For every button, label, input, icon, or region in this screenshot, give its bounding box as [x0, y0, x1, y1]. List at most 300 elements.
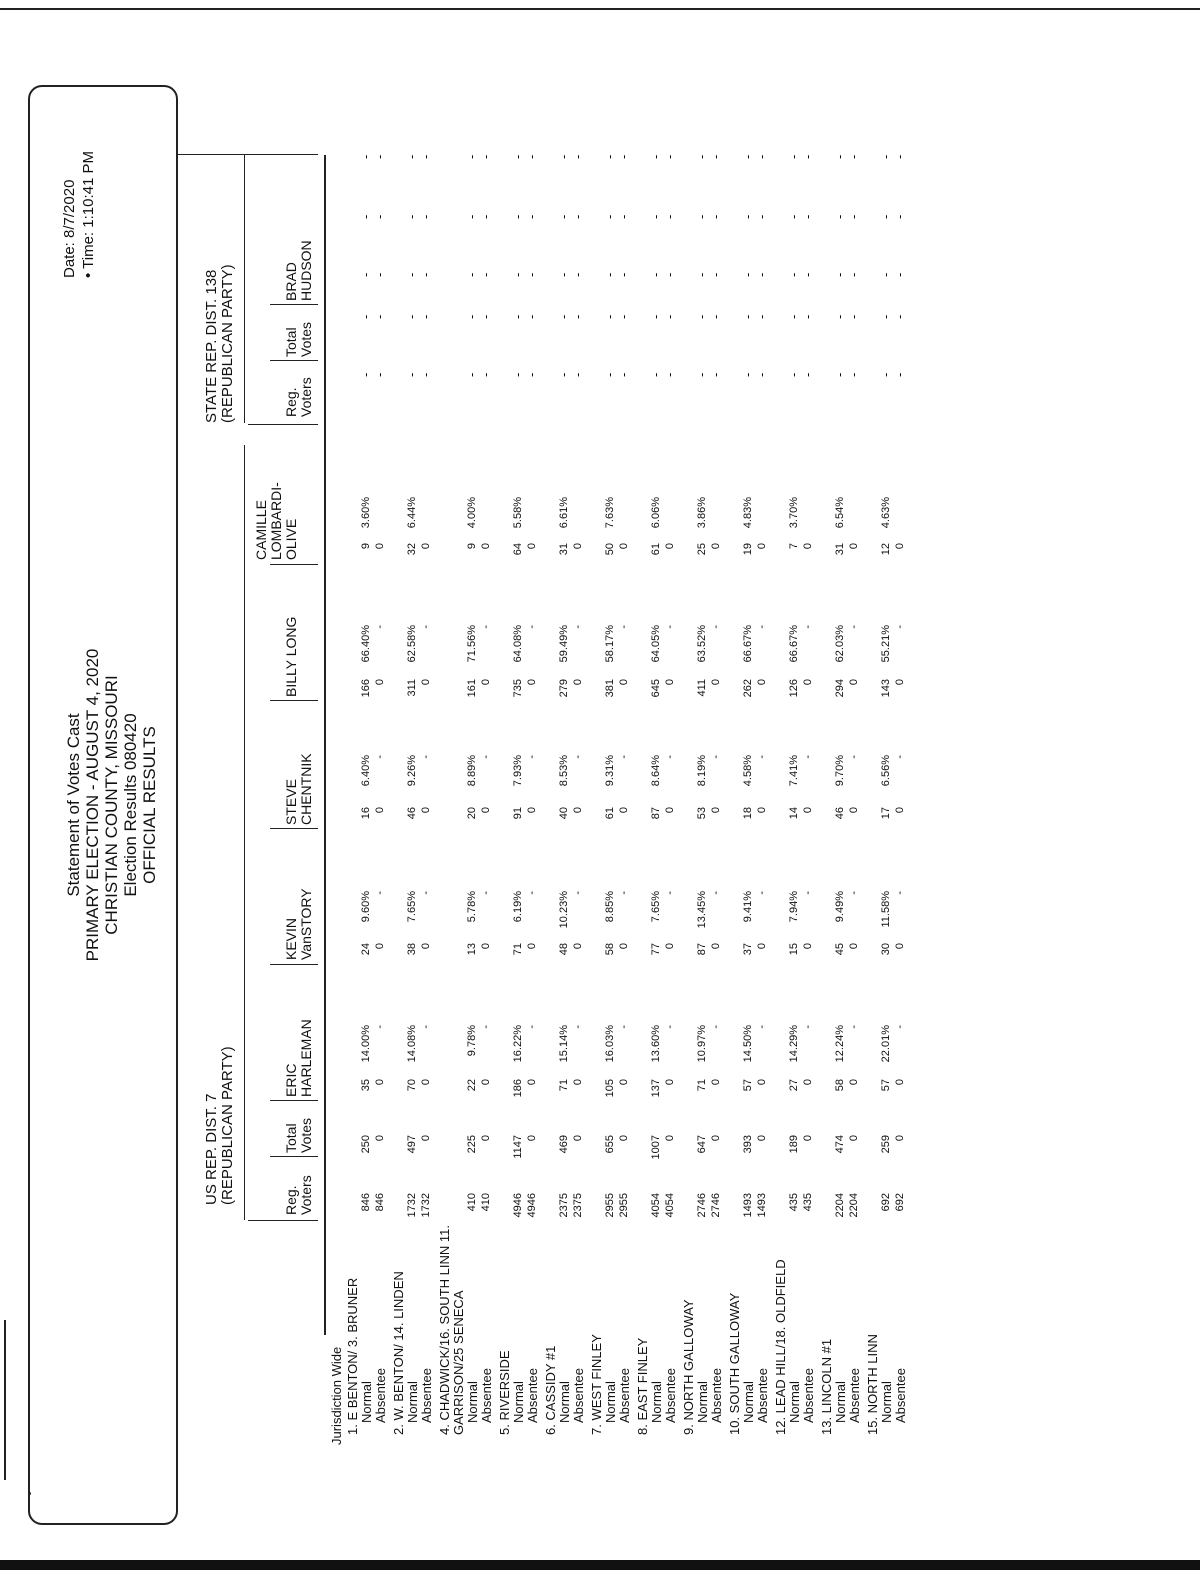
state-rep-placeholder: - — [358, 214, 373, 219]
cell-long-absentee: 0 — [526, 679, 538, 686]
cell-total-absentee: 0 — [618, 1135, 630, 1142]
cell-harleman-absentee: 0 — [374, 1079, 386, 1086]
cell-harleman-pct-absentee: - — [664, 1025, 676, 1029]
race2-title — [204, 264, 236, 423]
state-rep-placeholder: - — [404, 154, 419, 159]
state-rep-placeholder: - — [648, 272, 663, 277]
precinct-name: 13. LINCOLN #1 — [819, 1338, 834, 1435]
race2-title-line2: (REPUBLICAN PARTY) — [219, 264, 236, 423]
state-rep-placeholder: - — [786, 214, 801, 219]
state-rep-placeholder: - — [616, 314, 631, 319]
state-rep-placeholder: - — [740, 154, 755, 159]
cell-long-normal: 126 — [788, 679, 800, 698]
cell-long-normal: 279 — [558, 679, 570, 698]
date-time-block — [60, 151, 98, 278]
race2-col-header-line1: Total — [283, 327, 299, 357]
cell-total-normal: 259 — [880, 1135, 892, 1154]
cell-vanstory-pct-absentee: - — [572, 891, 584, 895]
cell-chentnik-pct: 6.56% — [880, 755, 892, 787]
cell-total-normal: 393 — [742, 1135, 754, 1154]
cell-chentnik-absentee: 0 — [848, 807, 860, 814]
cell-harleman-absentee: 0 — [480, 1079, 492, 1086]
cell-chentnik-normal: 14 — [788, 807, 800, 820]
race1-col-header-line1: BILLY LONG — [283, 616, 299, 697]
cell-reg-normal: 2746 — [696, 1193, 708, 1218]
cell-long-absentee: 0 — [572, 679, 584, 686]
state-rep-placeholder: - — [464, 272, 479, 277]
cell-long-pct-absentee: - — [572, 625, 584, 629]
cell-reg-normal: 1493 — [742, 1193, 754, 1218]
cell-vanstory-normal: 87 — [696, 943, 708, 956]
state-rep-placeholder: - — [358, 154, 373, 159]
cell-olive-normal: 31 — [834, 543, 846, 556]
cell-chentnik-absentee: 0 — [420, 807, 432, 814]
state-rep-placeholder: - — [648, 154, 663, 159]
scan-edge-line — [0, 8, 1200, 10]
cell-harleman-absentee: 0 — [572, 1079, 584, 1086]
precinct-name: 5. RIVERSIDE — [497, 1350, 512, 1435]
col-separator — [178, 154, 318, 155]
cell-olive-normal: 25 — [696, 543, 708, 556]
state-rep-placeholder: - — [694, 372, 709, 377]
race1-col-header-line2: VanSTORY — [298, 888, 314, 960]
cell-reg-normal: 846 — [360, 1193, 372, 1212]
state-rep-placeholder: - — [570, 214, 585, 219]
precinct-name: 7. WEST FINLEY — [589, 1334, 604, 1435]
state-rep-placeholder: - — [786, 372, 801, 377]
state-rep-placeholder: - — [832, 314, 847, 319]
state-rep-placeholder: - — [510, 314, 525, 319]
cell-long-normal: 311 — [406, 679, 418, 697]
col-separator — [270, 304, 318, 305]
cell-harleman-pct-absentee: - — [480, 1025, 492, 1029]
cell-total-normal: 189 — [788, 1135, 800, 1154]
cell-harleman-absentee: 0 — [756, 1079, 768, 1086]
state-rep-placeholder: - — [754, 272, 769, 277]
row-label-normal: Normal — [405, 1381, 420, 1423]
cell-harleman-pct: 15.14% — [558, 1025, 570, 1063]
row-label-absentee: Absentee — [373, 1368, 388, 1423]
cell-reg-normal: 4946 — [512, 1193, 524, 1218]
results-status: OFFICIAL RESULTS — [140, 726, 159, 884]
cell-long-normal: 294 — [834, 679, 846, 698]
cell-long-normal: 161 — [466, 679, 478, 698]
cell-olive-pct: 6.44% — [406, 497, 418, 529]
cell-reg-absentee: 2375 — [572, 1193, 584, 1218]
cell-reg-normal: 435 — [788, 1193, 800, 1212]
cell-vanstory-pct-absentee: - — [802, 891, 814, 895]
cell-harleman-pct-absentee: - — [802, 1025, 814, 1029]
state-rep-placeholder: - — [524, 214, 539, 219]
cell-harleman-absentee: 0 — [802, 1079, 814, 1086]
cell-total-absentee: 0 — [526, 1135, 538, 1142]
state-rep-placeholder: - — [878, 214, 893, 219]
cell-long-absentee: 0 — [480, 679, 492, 686]
cell-vanstory-pct: 7.94% — [788, 891, 800, 923]
cell-harleman-normal: 71 — [696, 1079, 708, 1092]
state-rep-placeholder: - — [418, 314, 433, 319]
cell-harleman-pct: 16.03% — [604, 1025, 616, 1063]
cell-total-normal: 225 — [466, 1135, 478, 1154]
state-rep-placeholder: - — [524, 272, 539, 277]
state-rep-placeholder: - — [694, 214, 709, 219]
cell-vanstory-normal: 71 — [512, 943, 524, 956]
cell-olive-normal: 31 — [558, 543, 570, 556]
state-rep-placeholder: - — [754, 314, 769, 319]
cell-vanstory-absentee: 0 — [848, 943, 860, 950]
row-label-absentee: Absentee — [893, 1368, 908, 1423]
state-rep-placeholder: - — [740, 214, 755, 219]
cell-chentnik-pct-absentee: - — [664, 755, 676, 759]
cell-chentnik-absentee: 0 — [802, 807, 814, 814]
cell-chentnik-pct-absentee: - — [420, 755, 432, 759]
race1-col-header-line1: CAMILLE — [253, 500, 269, 560]
cell-vanstory-pct-absentee: - — [374, 891, 386, 895]
state-rep-placeholder: - — [892, 154, 907, 159]
state-rep-placeholder: - — [510, 372, 525, 377]
state-rep-placeholder: - — [418, 214, 433, 219]
jurisdiction-wide-label: Jurisdiction Wide — [329, 1346, 344, 1445]
cell-olive-normal: 9 — [360, 543, 372, 550]
cell-harleman-normal: 58 — [834, 1079, 846, 1092]
cell-olive-pct: 6.54% — [834, 497, 846, 529]
cell-vanstory-pct: 8.85% — [604, 891, 616, 923]
cell-chentnik-pct-absentee: - — [374, 755, 386, 759]
cell-chentnik-pct: 8.19% — [696, 755, 708, 787]
row-label-normal: Normal — [741, 1381, 756, 1423]
row-label-normal: Normal — [787, 1381, 802, 1423]
cell-long-normal: 735 — [512, 679, 524, 698]
cell-chentnik-normal: 16 — [360, 807, 372, 820]
race2-col-header-line1: Reg. — [283, 387, 299, 417]
col-separator — [270, 1156, 318, 1157]
cell-olive-normal: 7 — [788, 543, 800, 550]
state-rep-placeholder: - — [524, 154, 539, 159]
state-rep-placeholder: - — [800, 154, 815, 159]
race1-col-header — [284, 1118, 314, 1153]
cell-chentnik-normal: 91 — [512, 807, 524, 820]
state-rep-placeholder: - — [662, 154, 677, 159]
state-rep-placeholder: - — [892, 272, 907, 277]
row-label-absentee: Absentee — [663, 1368, 678, 1423]
row-label-normal: Normal — [557, 1381, 572, 1423]
state-rep-placeholder: - — [648, 372, 663, 377]
cell-long-absentee: 0 — [420, 679, 432, 686]
cell-olive-absentee: 0 — [374, 543, 386, 550]
cell-harleman-pct-absentee: - — [618, 1025, 630, 1029]
cell-olive-normal: 61 — [650, 543, 662, 556]
results-id: Election Results 080420 — [121, 713, 140, 897]
cell-vanstory-normal: 45 — [834, 943, 846, 956]
precinct-name: 10. SOUTH GALLOWAY — [727, 1292, 742, 1435]
state-rep-placeholder: - — [892, 214, 907, 219]
cell-long-pct-absentee: - — [618, 625, 630, 629]
cell-harleman-absentee: 0 — [894, 1079, 906, 1086]
cell-chentnik-normal: 18 — [742, 807, 754, 820]
state-rep-placeholder: - — [786, 154, 801, 159]
race1-col-header-line2: CHENTNIK — [298, 753, 314, 825]
cell-total-normal: 250 — [360, 1135, 372, 1154]
race2-col-header-line2: Voters — [298, 377, 314, 417]
cell-vanstory-pct: 9.60% — [360, 891, 372, 923]
precinct-name: 15. NORTH LINN — [865, 1334, 880, 1435]
state-rep-placeholder: - — [892, 314, 907, 319]
cell-total-normal: 1007 — [650, 1135, 662, 1160]
cell-total-normal: 474 — [834, 1135, 846, 1154]
cell-olive-absentee: 0 — [710, 543, 722, 550]
cell-harleman-absentee: 0 — [526, 1079, 538, 1086]
cell-chentnik-pct-absentee: - — [710, 755, 722, 759]
cell-vanstory-pct: 9.41% — [742, 891, 754, 923]
cell-olive-absentee: 0 — [572, 543, 584, 550]
cell-chentnik-absentee: 0 — [756, 807, 768, 814]
state-rep-placeholder: - — [418, 272, 433, 277]
row-label-absentee: Absentee — [525, 1368, 540, 1423]
race1-underline — [244, 445, 245, 1220]
cell-harleman-pct: 12.24% — [834, 1025, 846, 1063]
state-rep-placeholder: - — [372, 372, 387, 377]
cell-chentnik-normal: 53 — [696, 807, 708, 820]
state-rep-placeholder: - — [846, 272, 861, 277]
state-rep-placeholder: - — [418, 372, 433, 377]
cell-long-absentee: 0 — [802, 679, 814, 686]
col-separator — [248, 424, 318, 425]
cell-long-pct: 62.58% — [406, 625, 418, 663]
state-rep-placeholder: - — [556, 314, 571, 319]
cell-vanstory-absentee: 0 — [526, 943, 538, 950]
state-rep-placeholder: - — [556, 372, 571, 377]
cell-vanstory-pct: 5.78% — [466, 891, 478, 923]
cell-olive-pct: 3.70% — [788, 497, 800, 529]
cell-olive-absentee: 0 — [618, 543, 630, 550]
cell-total-normal: 1147 — [512, 1135, 524, 1159]
race1-col-header — [284, 1019, 314, 1097]
cell-vanstory-absentee: 0 — [710, 943, 722, 950]
cell-long-normal: 411 — [696, 679, 708, 697]
state-rep-placeholder: - — [464, 214, 479, 219]
cell-chentnik-absentee: 0 — [664, 807, 676, 814]
state-rep-placeholder: - — [846, 314, 861, 319]
cell-harleman-absentee: 0 — [618, 1079, 630, 1086]
cell-vanstory-pct-absentee: - — [664, 891, 676, 895]
state-rep-placeholder: - — [846, 372, 861, 377]
race2-title-line1: STATE REP. DIST. 138 — [203, 269, 220, 423]
state-rep-placeholder: - — [358, 314, 373, 319]
cell-harleman-pct: 22.01% — [880, 1025, 892, 1063]
cell-reg-absentee: 2955 — [618, 1193, 630, 1218]
cell-chentnik-pct: 6.40% — [360, 755, 372, 787]
state-rep-placeholder: - — [662, 272, 677, 277]
cell-total-absentee: 0 — [664, 1135, 676, 1142]
cell-long-pct-absentee: - — [374, 625, 386, 629]
state-rep-placeholder: - — [556, 272, 571, 277]
cell-harleman-pct-absentee: - — [756, 1025, 768, 1029]
cell-harleman-absentee: 0 — [848, 1079, 860, 1086]
scan-margin-mark — [4, 1320, 6, 1480]
cell-reg-absentee: 4946 — [526, 1193, 538, 1218]
cell-chentnik-normal: 17 — [880, 807, 892, 820]
state-rep-placeholder: - — [878, 372, 893, 377]
cell-vanstory-pct-absentee: - — [526, 891, 538, 895]
state-rep-placeholder: - — [694, 154, 709, 159]
cell-long-pct: 55.21% — [880, 625, 892, 663]
cell-vanstory-pct-absentee: - — [848, 891, 860, 895]
state-rep-placeholder: - — [648, 314, 663, 319]
state-rep-placeholder: - — [602, 214, 617, 219]
cell-olive-normal: 19 — [742, 543, 754, 556]
cell-total-absentee: 0 — [756, 1135, 768, 1142]
cell-olive-absentee: 0 — [480, 543, 492, 550]
col-separator — [248, 1220, 318, 1221]
cell-long-pct-absentee: - — [480, 625, 492, 629]
cell-chentnik-normal: 46 — [406, 807, 418, 820]
cell-chentnik-pct-absentee: - — [572, 755, 584, 759]
state-rep-placeholder: - — [404, 214, 419, 219]
cell-harleman-absentee: 0 — [664, 1079, 676, 1086]
cell-long-pct: 71.56% — [466, 625, 478, 663]
cell-harleman-normal: 137 — [650, 1079, 662, 1098]
precinct-name: 1. E BENTON/ 3. BRUNER — [345, 1277, 360, 1435]
cell-chentnik-pct: 8.53% — [558, 755, 570, 787]
cell-vanstory-pct: 10.23% — [558, 891, 570, 929]
race1-col-header — [254, 482, 299, 560]
row-label-normal: Normal — [879, 1381, 894, 1423]
precinct-name: 6. CASSIDY #1 — [543, 1345, 558, 1435]
cell-harleman-normal: 27 — [788, 1079, 800, 1092]
race2-col-header — [284, 322, 314, 357]
race2-col-header — [284, 240, 314, 301]
cell-long-pct-absentee: - — [664, 625, 676, 629]
cell-harleman-normal: 57 — [742, 1079, 754, 1092]
cell-reg-normal: 692 — [880, 1193, 892, 1212]
cell-total-normal: 647 — [696, 1135, 708, 1154]
cell-total-absentee: 0 — [480, 1135, 492, 1142]
state-rep-placeholder: - — [510, 154, 525, 159]
row-label-absentee: Absentee — [801, 1368, 816, 1423]
state-rep-placeholder: - — [510, 214, 525, 219]
race1-col-header-line1: Reg. — [283, 1185, 299, 1215]
cell-vanstory-normal: 13 — [466, 943, 478, 956]
cell-long-normal: 262 — [742, 679, 754, 698]
state-rep-placeholder: - — [616, 272, 631, 277]
state-rep-placeholder: - — [878, 272, 893, 277]
race1-col-header-line1: ERIC — [283, 1063, 299, 1097]
report-title-block — [64, 87, 159, 1523]
cell-olive-pct: 5.58% — [512, 497, 524, 529]
cell-chentnik-pct: 7.41% — [788, 755, 800, 787]
cell-reg-normal: 410 — [466, 1193, 478, 1212]
cell-vanstory-normal: 48 — [558, 943, 570, 956]
cell-long-pct: 58.17% — [604, 625, 616, 663]
state-rep-placeholder: - — [372, 154, 387, 159]
state-rep-placeholder: - — [616, 214, 631, 219]
cell-vanstory-normal: 15 — [788, 943, 800, 956]
cell-olive-absentee: 0 — [756, 543, 768, 550]
state-rep-placeholder: - — [694, 314, 709, 319]
race2-col-header-line2: Votes — [298, 321, 314, 357]
state-rep-placeholder: - — [892, 372, 907, 377]
cell-vanstory-pct: 6.19% — [512, 891, 524, 923]
row-label-absentee: Absentee — [479, 1368, 494, 1423]
race1-title-line1: US REP. DIST. 7 — [203, 1093, 220, 1205]
race2-col-header-line2: HUDSON — [298, 240, 314, 301]
cell-total-absentee: 0 — [848, 1135, 860, 1142]
cell-vanstory-normal: 24 — [360, 943, 372, 956]
cell-vanstory-absentee: 0 — [756, 943, 768, 950]
race1-col-header-line2: LOMBARDI- — [268, 482, 284, 560]
cell-vanstory-absentee: 0 — [802, 943, 814, 950]
cell-long-pct: 66.67% — [742, 625, 754, 663]
cell-vanstory-pct-absentee: - — [420, 891, 432, 895]
race1-col-header-line2: Voters — [298, 1175, 314, 1215]
state-rep-placeholder: - — [602, 154, 617, 159]
cell-long-absentee: 0 — [664, 679, 676, 686]
cell-harleman-pct-absentee: - — [848, 1025, 860, 1029]
race1-col-header-line3: OLIVE — [283, 518, 299, 560]
cell-long-normal: 166 — [360, 679, 372, 698]
cell-vanstory-absentee: 0 — [618, 943, 630, 950]
cell-olive-pct: 3.86% — [696, 497, 708, 529]
cell-long-absentee: 0 — [848, 679, 860, 686]
row-label-normal: Normal — [511, 1381, 526, 1423]
cell-harleman-pct-absentee: - — [526, 1025, 538, 1029]
cell-long-pct: 66.67% — [788, 625, 800, 663]
cell-chentnik-absentee: 0 — [710, 807, 722, 814]
cell-olive-normal: 50 — [604, 543, 616, 556]
cell-reg-absentee: 4054 — [664, 1193, 676, 1218]
row-label-normal: Normal — [359, 1381, 374, 1423]
report-header-box — [28, 85, 178, 1525]
report-time: • Time: 1:10:41 PM — [80, 151, 97, 278]
cell-vanstory-normal: 37 — [742, 943, 754, 956]
cell-olive-absentee: 0 — [848, 543, 860, 550]
state-rep-placeholder: - — [510, 272, 525, 277]
report-title: Statement of Votes Cast — [64, 713, 83, 897]
cell-long-pct-absentee: - — [756, 625, 768, 629]
cell-reg-absentee: 846 — [374, 1193, 386, 1212]
state-rep-placeholder: - — [754, 372, 769, 377]
cell-harleman-normal: 105 — [604, 1079, 616, 1098]
row-label-normal: Normal — [465, 1381, 480, 1423]
cell-long-pct-absentee: - — [420, 625, 432, 629]
state-rep-placeholder: - — [832, 272, 847, 277]
col-separator — [270, 828, 318, 829]
cell-long-pct-absentee: - — [526, 625, 538, 629]
cell-vanstory-pct-absentee: - — [480, 891, 492, 895]
state-rep-placeholder: - — [602, 272, 617, 277]
race1-col-header — [284, 1175, 314, 1215]
state-rep-placeholder: - — [616, 154, 631, 159]
cell-vanstory-absentee: 0 — [664, 943, 676, 950]
cell-long-pct: 64.08% — [512, 625, 524, 663]
state-rep-placeholder: - — [740, 272, 755, 277]
cell-harleman-normal: 186 — [512, 1079, 524, 1098]
state-rep-placeholder: - — [878, 154, 893, 159]
precinct-name: 4. CHADWICK/16. SOUTH LINN 11. — [437, 1225, 452, 1435]
header-rule — [324, 155, 326, 1335]
state-rep-placeholder: - — [478, 154, 493, 159]
state-rep-placeholder: - — [708, 154, 723, 159]
state-rep-placeholder: - — [358, 372, 373, 377]
cell-long-normal: 381 — [604, 679, 616, 698]
race1-title — [204, 1046, 236, 1205]
cell-reg-normal: 2204 — [834, 1193, 846, 1218]
cell-olive-absentee: 0 — [420, 543, 432, 550]
state-rep-placeholder: - — [662, 214, 677, 219]
cell-reg-absentee: 692 — [894, 1193, 906, 1212]
cell-chentnik-pct-absentee: - — [894, 755, 906, 759]
cell-olive-pct: 4.00% — [466, 497, 478, 529]
